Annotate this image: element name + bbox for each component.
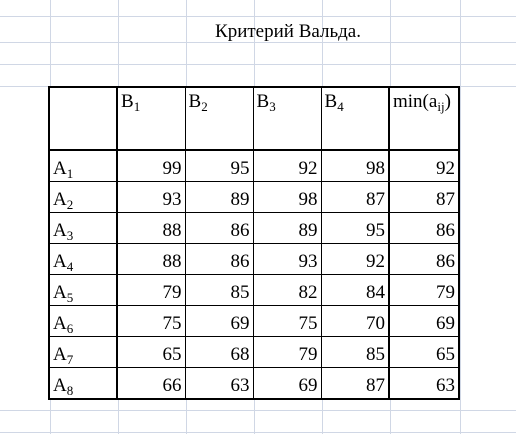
row-label-cell[interactable] <box>49 244 117 275</box>
row-label-cell[interactable] <box>49 275 117 306</box>
table-row <box>49 150 459 182</box>
value-cell[interactable]: 95 <box>321 213 389 244</box>
header-subscript: 2 <box>201 99 208 114</box>
value-cell[interactable]: 79 <box>117 275 185 306</box>
row-label-cell[interactable] <box>49 368 117 400</box>
header-subscript: ij <box>437 99 445 114</box>
table-row <box>49 244 459 275</box>
row-label-subscript: 2 <box>66 197 74 212</box>
row-label-cell[interactable] <box>49 306 117 337</box>
min-value-cell[interactable]: 79 <box>389 275 459 306</box>
header-cell-b3[interactable] <box>253 87 321 150</box>
row-gridline <box>0 410 516 411</box>
header-label: B <box>256 91 270 112</box>
sheet-title: Критерий Вальда. <box>215 21 361 42</box>
value-cell[interactable]: 87 <box>321 182 389 213</box>
row-label-subscript: 4 <box>66 259 74 274</box>
value-cell[interactable]: 98 <box>321 150 389 182</box>
row-label-subscript: 7 <box>66 352 74 367</box>
row-label-subscript: 6 <box>66 321 74 336</box>
row-label: A <box>53 313 67 334</box>
header-label: B <box>121 91 134 112</box>
row-label: A <box>53 220 67 241</box>
header-cell-b4[interactable] <box>321 87 389 150</box>
header-label: B <box>324 91 338 112</box>
value-cell[interactable]: 88 <box>117 244 185 275</box>
header-cell-b2[interactable] <box>185 87 253 150</box>
table-header-row <box>49 87 459 150</box>
value-cell[interactable]: 89 <box>185 182 253 213</box>
value-cell[interactable]: 85 <box>321 337 389 368</box>
value-cell[interactable]: 69 <box>253 368 321 400</box>
value-cell[interactable]: 99 <box>117 150 185 182</box>
value-cell[interactable]: 84 <box>321 275 389 306</box>
row-label-subscript: 8 <box>66 383 74 398</box>
value-cell[interactable]: 65 <box>117 337 185 368</box>
value-cell[interactable]: 69 <box>185 306 253 337</box>
row-label-subscript: 5 <box>66 290 74 305</box>
value-cell[interactable]: 93 <box>253 244 321 275</box>
value-cell[interactable]: 86 <box>185 213 253 244</box>
min-value-cell[interactable]: 92 <box>389 150 459 182</box>
value-cell[interactable]: 68 <box>185 337 253 368</box>
header-subscript: 3 <box>269 99 276 114</box>
min-value-cell[interactable]: 87 <box>389 182 459 213</box>
min-value-cell[interactable]: 69 <box>389 306 459 337</box>
row-gridline <box>0 16 516 17</box>
table-row <box>49 337 459 368</box>
row-gridline <box>0 64 516 65</box>
value-cell[interactable]: 79 <box>253 337 321 368</box>
row-label: A <box>53 282 67 303</box>
header-label: B <box>188 91 202 112</box>
wald-criterion-table <box>48 86 460 400</box>
header-label: min(a <box>393 91 438 112</box>
value-cell[interactable]: 66 <box>117 368 185 400</box>
row-gridline <box>0 432 516 433</box>
min-value-cell[interactable]: 65 <box>389 337 459 368</box>
min-value-cell[interactable]: 86 <box>389 213 459 244</box>
header-subscript: 1 <box>133 99 141 114</box>
value-cell[interactable]: 92 <box>253 150 321 182</box>
row-label-cell[interactable] <box>49 337 117 368</box>
table-row <box>49 368 459 400</box>
value-cell[interactable]: 70 <box>321 306 389 337</box>
value-cell[interactable]: 92 <box>321 244 389 275</box>
row-label: A <box>53 375 67 396</box>
value-cell[interactable]: 98 <box>253 182 321 213</box>
header-subscript: 4 <box>337 99 344 114</box>
min-value-cell[interactable]: 86 <box>389 244 459 275</box>
row-label-subscript: 1 <box>66 166 74 181</box>
table-row <box>49 213 459 244</box>
value-cell[interactable]: 93 <box>117 182 185 213</box>
column-gridline <box>460 0 461 434</box>
table-row <box>49 306 459 337</box>
row-label: A <box>53 344 67 365</box>
value-cell[interactable]: 89 <box>253 213 321 244</box>
header-cell-min[interactable] <box>389 87 459 150</box>
value-cell[interactable]: 82 <box>253 275 321 306</box>
row-label-cell[interactable] <box>49 213 117 244</box>
value-cell[interactable]: 75 <box>117 306 185 337</box>
header-label-tail: ) <box>444 91 451 112</box>
value-cell[interactable]: 85 <box>185 275 253 306</box>
row-label-subscript: 3 <box>66 228 74 243</box>
value-cell[interactable]: 95 <box>185 150 253 182</box>
value-cell[interactable]: 86 <box>185 244 253 275</box>
row-label-cell[interactable] <box>49 182 117 213</box>
value-cell[interactable]: 75 <box>253 306 321 337</box>
row-label: A <box>53 189 67 210</box>
header-cell-b1[interactable] <box>117 87 185 150</box>
table-row <box>49 182 459 213</box>
row-label-cell[interactable] <box>49 150 117 182</box>
value-cell[interactable]: 87 <box>321 368 389 400</box>
table-row <box>49 275 459 306</box>
row-label: A <box>53 158 67 179</box>
row-label: A <box>53 251 67 272</box>
value-cell[interactable]: 63 <box>185 368 253 400</box>
value-cell[interactable]: 88 <box>117 213 185 244</box>
header-cell-corner[interactable] <box>49 87 117 150</box>
min-value-cell[interactable]: 63 <box>389 368 459 400</box>
